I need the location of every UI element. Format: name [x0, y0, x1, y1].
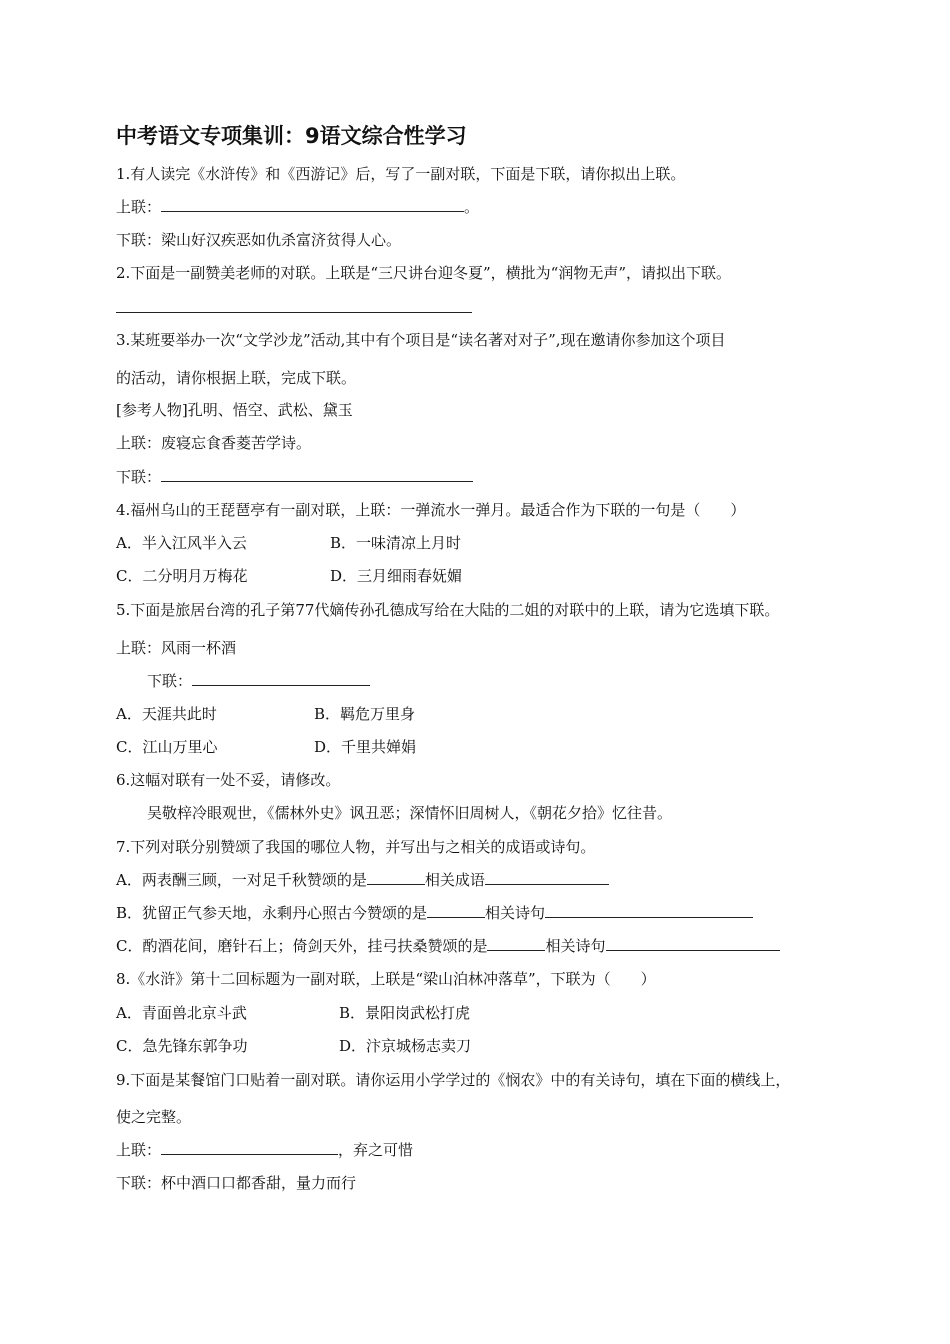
q7-b-person-blank[interactable]	[427, 903, 485, 918]
q7-a-idiom-blank[interactable]	[485, 870, 609, 885]
q9-prompt-2: 使之完整。	[116, 1108, 192, 1126]
q7-a-mid: 相关成语	[424, 871, 485, 889]
q8-option-b[interactable]: B．景阳岗武松打虎	[339, 1004, 471, 1022]
q9-upper-label: 上联：	[116, 1141, 162, 1159]
q8-prompt: 8.《水浒》第十二回标题为一副对联，上联是“梁山泊林冲落草”，下联为（ ）	[116, 970, 656, 988]
q2-answer-blank[interactable]	[116, 312, 472, 313]
q5-lower-line	[147, 671, 370, 691]
q3-lower-label: 下联：	[116, 468, 162, 486]
q8-option-d[interactable]: D．汴京城杨志卖刀	[339, 1037, 472, 1055]
q7-b-poem-blank[interactable]	[545, 903, 753, 918]
q4-prompt: 4.福州乌山的王琵琶亭有一副对联，上联：一弹流水一弹月。最适合作为下联的一句是（ ）	[116, 501, 746, 519]
q7-a-text: A．两表酬三顾，一对足千秋赞颂的是	[116, 871, 367, 889]
q5-lower-label: 下联：	[147, 672, 193, 690]
q3-prompt-1: 3.某班要举办一次“文学沙龙”活动,其中有个项目是“读名著对对子”,现在邀请你参加这个项目	[116, 331, 726, 349]
q9-upper-blank[interactable]	[161, 1140, 338, 1155]
q4-option-d[interactable]: D．三月细雨春妩媚	[330, 567, 463, 585]
q1-prompt: 1.有人读完《水浒传》和《西游记》后，写了一副对联，下面是下联，请你拟出上联。	[116, 165, 686, 183]
q3-reference: [参考人物]孔明、悟空、武松、黛玉	[116, 401, 353, 419]
q4-option-c[interactable]: C．二分明月万梅花	[116, 567, 248, 585]
q1-upper-blank[interactable]	[161, 197, 464, 212]
q5-prompt: 5.下面是旅居台湾的孔子第77代嫡传孙孔德成写给在大陆的二姐的对联中的上联，请为它选填下联。	[116, 601, 780, 619]
q4-option-a[interactable]: A．半入江风半入云	[116, 534, 247, 552]
q7-b-mid: 相关诗句	[485, 904, 546, 922]
q9-upper-line	[116, 1140, 413, 1160]
q1-upper-end: 。	[464, 198, 480, 216]
q5-option-b[interactable]: B．羁危万里身	[314, 705, 416, 723]
q4-option-b[interactable]: B．一味清凉上月时	[330, 534, 462, 552]
q7-prompt: 7.下列对联分别赞颂了我国的哪位人物，并写出与之相关的成语或诗句。	[116, 838, 596, 856]
q8-option-a[interactable]: A．青面兽北京斗武	[116, 1004, 247, 1022]
q5-option-a[interactable]: A．天涯共此时	[116, 705, 217, 723]
q3-lower-blank[interactable]	[161, 467, 473, 482]
q7-item-a	[116, 870, 609, 890]
q3-lower-line	[116, 467, 473, 487]
q3-prompt-2: 的活动，请你根据上联，完成下联。	[116, 369, 357, 387]
q7-c-poem-blank[interactable]	[606, 936, 780, 951]
q7-a-person-blank[interactable]	[367, 870, 425, 885]
q7-c-mid: 相关诗句	[545, 937, 606, 955]
q7-item-b	[116, 903, 753, 923]
q7-c-text: C．酌酒花间，磨针石上；倚剑天外，挂弓扶桑赞颂的是	[116, 937, 488, 955]
q3-upper: 上联：废寝忘食香菱苦学诗。	[116, 434, 312, 452]
q1-lower: 下联：梁山好汉疾恶如仇杀富济贫得人心。	[116, 231, 402, 249]
q8-option-c[interactable]: C．急先锋东郭争功	[116, 1037, 248, 1055]
q5-option-c[interactable]: C．江山万里心	[116, 738, 218, 756]
q2-prompt: 2.下面是一副赞美老师的对联。上联是“三尺讲台迎冬夏”，横批为“润物无声”，请拟出下联。	[116, 264, 731, 282]
page-title: 中考语文专项集训：9语文综合性学习	[116, 124, 467, 148]
q1-upper-label: 上联：	[116, 198, 162, 216]
q9-upper-end: ，弃之可惜	[338, 1141, 414, 1159]
q7-b-text: B．犹留正气参天地，永剩丹心照古今赞颂的是	[116, 904, 428, 922]
q9-lower: 下联：杯中酒口口都香甜，量力而行	[116, 1174, 357, 1192]
q7-c-person-blank[interactable]	[487, 936, 545, 951]
q5-upper: 上联：风雨一杯酒	[116, 639, 237, 657]
q1-upper-line	[116, 197, 479, 217]
q5-option-d[interactable]: D．千里共婵娟	[314, 738, 417, 756]
q7-item-c	[116, 936, 780, 956]
q6-couplet: 吴敬梓冷眼观世，《儒林外史》讽丑恶；深情怀旧周树人，《朝花夕拾》忆往昔。	[147, 804, 673, 822]
q6-prompt: 6.这幅对联有一处不妥，请修改。	[116, 771, 341, 789]
q9-prompt-1: 9.下面是某餐馆门口贴着一副对联。请你运用小学学过的《悯农》中的有关诗句，填在下面的横线上，	[116, 1071, 791, 1089]
q5-lower-blank[interactable]	[192, 671, 370, 686]
